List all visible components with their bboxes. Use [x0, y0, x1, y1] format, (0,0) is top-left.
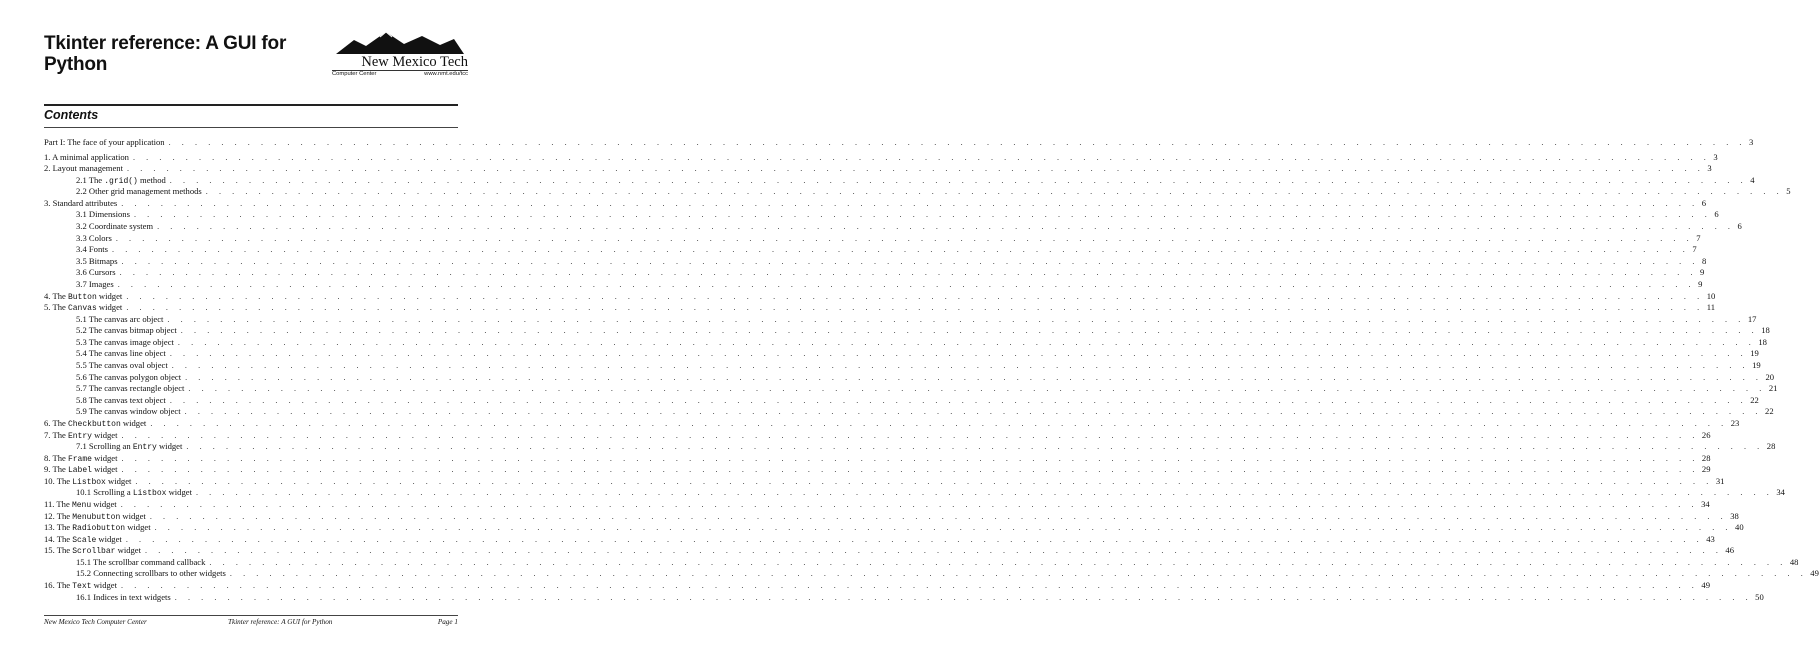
toc-text: 5. The: [44, 302, 68, 313]
toc-leader-dots: . . . . . . . . . . . . . . . . . . . . . . . . . . . . . . . . . . . . . . . . . . . . . . . . . . . . . . . . . . . . . . . . . . . . . . . . . . . . . . . . . . . . . . . . . . . . . . . . . . . . . . . . . . . . . . . . . . . . . . . .: [112, 245, 1690, 255]
toc-page-number: 3: [1707, 163, 1712, 174]
toc-page-number: 34: [1776, 487, 1785, 498]
contents-heading: Contents: [44, 108, 99, 122]
toc-entry[interactable]: [44, 579, 1710, 592]
toc-code-text: Entry: [132, 443, 157, 453]
toc-page-number: 4: [1750, 174, 1755, 185]
toc-entry[interactable]: [44, 417, 1740, 429]
toc-text: 5.4 The canvas line object: [76, 348, 166, 359]
toc-page-number: 28: [1766, 441, 1776, 452]
mountain-icon: [336, 32, 464, 54]
toc-entry-label: [44, 243, 108, 255]
toc-subentry[interactable]: [44, 556, 1799, 568]
toc-text: 15.2 Connecting scrollbars to other widgets: [76, 568, 226, 579]
toc-entry[interactable]: [44, 136, 1754, 148]
toc-entry-label: [44, 266, 116, 278]
toc-entry[interactable]: [44, 429, 1711, 441]
toc-text: 3.1 Dimensions: [76, 209, 130, 220]
toc-text: 10. The: [44, 475, 73, 486]
toc-subentry[interactable]: [44, 394, 1759, 406]
toc-code-text: Menubutton: [72, 512, 121, 522]
toc-page-number: 29: [1701, 464, 1711, 475]
toc-leader-dots: . . . . . . . . . . . . . . . . . . . . . . . . . . . . . . . . . . . . . . . . . . . . . . . . . . . . . . . . . . . . . . . . . . . . . . . . . . . . . . . . . . . . . . . . . . . . . . . . . . . . . . . . . . . . . . . . . . . . . . . .: [154, 523, 1733, 533]
toc-leader-dots: . . . . . . . . . . . . . . . . . . . . . . . . . . . . . . . . . . . . . . . . . . . . . . . . . . . . . . . . . . . . . . . . . . . . . . . . . . . . . . . . . . . . . . . . . . . . . . . . . . . . . . . . . . . . . . . . . . . . . . . .: [149, 511, 1728, 521]
toc-text: 8. The: [44, 452, 68, 463]
toc-page-number: 40: [1735, 522, 1744, 533]
toc-entry-label: [44, 556, 205, 568]
toc-leader-dots: . . . . . . . . . . . . . . . . . . . . . . . . . . . . . . . . . . . . . . . . . . . . . . . . . . . . . . . . . . . . . . . . . . . . . . . . . . . . . . . . . . . . . . . . . . . . . . . . . . . . . . . . . . . . . . . . . . . . . . . .: [120, 499, 1699, 509]
toc-leader-dots: . . . . . . . . . . . . . . . . . . . . . . . . . . . . . . . . . . . . . . . . . . . . . . . . . . . . . . . . . . . . . . . . . . . . . . . . . . . . . . . . . . . . . . . . . . . . . . . . . . . . . . . . . . . . . . . . . . . . . . . .: [168, 138, 1746, 147]
toc-leader-dots: . . . . . . . . . . . . . . . . . . . . . . . . . . . . . . . . . . . . . . . . . . . . . . . . . . . . . . . . . . . . . . . . . . . . . . . . . . . . . . . . . . . . . . . . . . . . . . . . . . . . . . . . . . . . . . . . . . . . . . . .: [169, 349, 1748, 359]
toc-leader-dots: . . . . . . . . . . . . . . . . . . . . . . . . . . . . . . . . . . . . . . . . . . . . . . . . . . . . . . . . . . . . . . . . . . . . . . . . . . . . . . . . . . . . . . . . . . . . . . . . . . . . . . . . . . . . . . . . . . . . . . . .: [174, 592, 1753, 602]
toc-text: 12. The: [44, 510, 73, 521]
toc-subentry[interactable]: [44, 440, 1776, 453]
toc-entry-label: [44, 151, 129, 163]
toc-entry-label: [44, 220, 153, 232]
toc-subentry[interactable]: [44, 208, 1719, 220]
toc-subentry[interactable]: [44, 266, 1705, 278]
toc-page-number: 6: [1714, 209, 1719, 220]
toc-page-number: 17: [1747, 313, 1757, 324]
toc-entry[interactable]: [44, 301, 1715, 314]
toc-entry[interactable]: [44, 533, 1715, 545]
toc-code-text: Listbox: [132, 489, 167, 499]
toc-page-number: 7: [1692, 244, 1697, 255]
toc-leader-dots: . . . . . . . . . . . . . . . . . . . . . . . . . . . . . . . . . . . . . . . . . . . . . . . . . . . . . . . . . . . . . . . . . . . . . . . . . . . . . . . . . . . . . . . . . . . . . . . . . . . . . . . . . . . . . . . . . . . . . . . .: [121, 453, 1699, 463]
toc-leader-dots: . . . . . . . . . . . . . . . . . . . . . . . . . . . . . . . . . . . . . . . . . . . . . . . . . . . . . . . . . . . . . . . . . . . . . . . . . . . . . . . . . . . . . . . . . . . . . . . . . . . . . . . . . . . . . . . . . . . . . . . .: [135, 476, 1713, 486]
footer-center: Tkinter reference: A GUI for Python: [228, 618, 333, 626]
toc-leader-dots: . . . . . . . . . . . . . . . . . . . . . . . . . . . . . . . . . . . . . . . . . . . . . . . . . . . . . . . . . . . . . . . . . . . . . . . . . . . . . . . . . . . . . . . . . . . . . . . . . . . . . . . . . . . . . . . . . . . . . . . .: [121, 198, 1699, 208]
toc-subentry[interactable]: [44, 347, 1759, 359]
toc-code-text: Radiobutton: [72, 524, 126, 534]
toc-leader-dots: . . . . . . . . . . . . . . . . . . . . . . . . . . . . . . . . . . . . . . . . . . . . . . . . . . . . . . . . . . . . . . . . . . . . . . . . . . . . . . . . . . . . . . . . . . . . . . . . . . . . . . . . . . . . . . . . . . . . . . . .: [150, 418, 1728, 428]
toc-leader-dots: . . . . . . . . . . . . . . . . . . . . . . . . . . . . . . . . . . . . . . . . . . . . . . . . . . . . . . . . . . . . . . . . . . . . . . . . . . . . . . . . . . . . . . . . . . . . . . . . . . . . . . . . . . . . . . . . . . . . . . . .: [171, 361, 1750, 371]
toc-text: widget: [91, 580, 117, 591]
toc-entry-label: [44, 405, 181, 417]
toc-page-number: 8: [1701, 255, 1707, 266]
toc-leader-dots: . . . . . . . . . . . . . . . . . . . . . . . . . . . . . . . . . . . . . . . . . . . . . . . . . . . . . . . . . . . . . . . . . . . . . . . . . . . . . . . . . . . . . . . . . . . . . . . . . . . . . . . . . . . . . . . . . . . . . . . .: [184, 407, 1763, 417]
toc-leader-dots: . . . . . . . . . . . . . . . . . . . . . . . . . . . . . . . . . . . . . . . . . . . . . . . . . . . . . . . . . . . . . . . . . . . . . . . . . . . . . . . . . . . . . . . . . . . . . . . . . . . . . . . . . . . . . . . . . . . . . . . .: [121, 465, 1699, 475]
toc-subentry[interactable]: [44, 486, 1785, 499]
toc-leader-dots: . . . . . . . . . . . . . . . . . . . . . . . . . . . . . . . . . . . . . . . . . . . . . . . . . . . . . . . . . . . . . . . . . . . . . . . . . . . . . . . . . . . . . . . . . . . . . . . . . . . . . . . . . . . . . . . . . . . . . . . .: [167, 314, 1745, 324]
toc-page-number: 19: [1750, 348, 1759, 359]
document-title: [44, 33, 304, 75]
toc-leader-dots: . . . . . . . . . . . . . . . . . . . . . . . . . . . . . . . . . . . . . . . . . . . . . . . . . . . . . . . . . . . . . . . . . . . . . . . . . . . . . . . . . . . . . . . . . . . . . . . . . . . . . . . . . . . . . . . . . . . . . . . .: [121, 581, 1699, 591]
toc-subentry[interactable]: [44, 255, 1707, 267]
footer-left: New Mexico Tech Computer Center: [44, 618, 147, 626]
title-line-2: Python: [44, 54, 108, 75]
toc-text: widget: [96, 302, 123, 313]
toc-entry-label: [44, 324, 177, 336]
toc-code-text: Checkbutton: [67, 419, 121, 429]
toc-text: 5.9 The canvas window object: [76, 406, 181, 417]
toc-entry-label: [44, 162, 123, 174]
toc-entry[interactable]: [44, 475, 1725, 487]
footer-rule: [44, 615, 458, 616]
toc-entry[interactable]: [44, 521, 1744, 534]
toc-subentry[interactable]: [44, 371, 1775, 383]
toc-entry[interactable]: [44, 452, 1711, 464]
toc-subentry[interactable]: [44, 567, 1819, 579]
toc-page-number: 20: [1765, 371, 1775, 382]
toc-entry-label: [44, 371, 181, 383]
toc-page-number: 5: [1786, 186, 1791, 197]
toc-page-number: 43: [1706, 533, 1715, 544]
toc-page-number: 9: [1698, 278, 1703, 289]
toc-leader-dots: . . . . . . . . . . . . . . . . . . . . . . . . . . . . . . . . . . . . . . . . . . . . . . . . . . . . . . . . . . . . . . . . . . . . . . . . . . . . . . . . . . . . . . . . . . . . . . . . . . . . . . . . . . . . . . . . . . . . . . . .: [185, 372, 1763, 382]
toc-page-number: 7: [1696, 232, 1701, 243]
contents-rule: [44, 127, 458, 128]
toc-text: 4. The: [44, 290, 68, 301]
toc-text: 3.6 Cursors: [76, 267, 116, 278]
toc-page-number: 23: [1730, 417, 1740, 428]
toc-text: 5.7 The canvas rectangle object: [76, 383, 185, 394]
toc-text: 16.1 Indices in text widgets: [76, 591, 171, 602]
toc-text: 2.2 Other grid management methods: [76, 186, 202, 197]
toc-entry[interactable]: [44, 290, 1716, 302]
toc-code-text: Label: [67, 466, 92, 476]
toc-text: widget: [91, 464, 118, 475]
toc-leader-dots: . . . . . . . . . . . . . . . . . . . . . . . . . . . . . . . . . . . . . . . . . . . . . . . . . . . . . . . . . . . . . . . . . . . . . . . . . . . . . . . . . . . . . . . . . . . . . . . . . . . . . . . . . . . . . . . . . . . . . . . .: [209, 557, 1787, 567]
toc-page-number: 49: [1701, 580, 1710, 591]
toc-page-number: 22: [1765, 406, 1774, 417]
toc-text: widget: [91, 452, 118, 463]
header-rule: [44, 104, 458, 106]
toc-code-text: .grid(): [104, 176, 138, 186]
toc-text: 5.8 The canvas text object: [76, 394, 166, 405]
toc-text: 3.7 Images: [76, 278, 114, 289]
toc-leader-dots: . . . . . . . . . . . . . . . . . . . . . . . . . . . . . . . . . . . . . . . . . . . . . . . . . . . . . . . . . . . . . . . . . . . . . . . . . . . . . . . . . . . . . . . . . . . . . . . . . . . . . . . . . . . . . . . . . . . . . . . .: [177, 337, 1756, 347]
toc-entry-label: [44, 382, 184, 394]
toc-entry[interactable]: [44, 463, 1711, 476]
toc-leader-dots: . . . . . . . . . . . . . . . . . . . . . . . . . . . . . . . . . . . . . . . . . . . . . . . . . . . . . . . . . . . . . . . . . . . . . . . . . . . . . . . . . . . . . . . . . . . . . . . . . . . . . . . . . . . . . . . . . . . . . . . .: [127, 164, 1705, 174]
toc-leader-dots: . . . . . . . . . . . . . . . . . . . . . . . . . . . . . . . . . . . . . . . . . . . . . . . . . . . . . . . . . . . . . . . . . . . . . . . . . . . . . . . . . . . . . . . . . . . . . . . . . . . . . . . . . . . . . . . . . . . . . . . .: [229, 569, 1808, 579]
toc-entry[interactable]: [44, 544, 1735, 557]
toc-code-text: Text: [72, 582, 92, 592]
toc-text: widget: [115, 545, 142, 556]
toc-leader-dots: . . . . . . . . . . . . . . . . . . . . . . . . . . . . . . . . . . . . . . . . . . . . . . . . . . . . . . . . . . . . . . . . . . . . . . . . . . . . . . . . . . . . . . . . . . . . . . . . . . . . . . . . . . . . . . . . . . . . . . . .: [125, 534, 1704, 544]
toc-leader-dots: . . . . . . . . . . . . . . . . . . . . . . . . . . . . . . . . . . . . . . . . . . . . . . . . . . . . . . . . . . . . . . . . . . . . . . . . . . . . . . . . . . . . . . . . . . . . . . . . . . . . . . . . . . . . . . . . . . . . . . . .: [186, 442, 1764, 452]
toc-page-number: 3: [1713, 151, 1718, 162]
toc-text: 15. The: [44, 545, 73, 556]
toc-subentry[interactable]: [44, 324, 1770, 336]
toc-entry-label: [44, 197, 117, 209]
toc-subentry[interactable]: [44, 382, 1778, 394]
toc-page-number: 28: [1701, 452, 1711, 463]
toc-page-number: 38: [1730, 510, 1739, 521]
toc-subentry[interactable]: [44, 243, 1697, 255]
toc-entry[interactable]: [44, 510, 1739, 522]
toc-page-number: 10: [1706, 290, 1716, 301]
toc-leader-dots: . . . . . . . . . . . . . . . . . . . . . . . . . . . . . . . . . . . . . . . . . . . . . . . . . . . . . . . . . . . . . . . . . . . . . . . . . . . . . . . . . . . . . . . . . . . . . . . . . . . . . . . . . . . . . . . . . . . . . . . .: [121, 256, 1699, 266]
title-line-1: Tkinter reference: A GUI for: [44, 33, 287, 54]
toc-leader-dots: . . . . . . . . . . . . . . . . . . . . . . . . . . . . . . . . . . . . . . . . . . . . . . . . . . . . . . . . . . . . . . . . . . . . . . . . . . . . . . . . . . . . . . . . . . . . . . . . . . . . . . . . . . . . . . . . . . . . . . . .: [169, 395, 1748, 405]
toc-page-number: 49: [1810, 568, 1819, 579]
toc-page-number: 11: [1706, 302, 1715, 313]
toc-leader-dots: . . . . . . . . . . . . . . . . . . . . . . . . . . . . . . . . . . . . . . . . . . . . . . . . . . . . . . . . . . . . . . . . . . . . . . . . . . . . . . . . . . . . . . . . . . . . . . . . . . . . . . . . . . . . . . . . . . . . . . . .: [132, 152, 1711, 162]
toc-text: widget: [96, 533, 122, 544]
toc-subentry[interactable]: [44, 278, 1703, 290]
toc-leader-dots: . . . . . . . . . . . . . . . . . . . . . . . . . . . . . . . . . . . . . . . . . . . . . . . . . . . . . . . . . . . . . . . . . . . . . . . . . . . . . . . . . . . . . . . . . . . . . . . . . . . . . . . . . . . . . . . . . . . . . . . .: [169, 175, 1748, 185]
toc-text: 3.2 Coordinate system: [76, 221, 154, 232]
toc-subentry[interactable]: [44, 185, 1791, 197]
toc-leader-dots: . . . . . . . . . . . . . . . . . . . . . . . . . . . . . . . . . . . . . . . . . . . . . . . . . . . . . . . . . . . . . . . . . . . . . . . . . . . . . . . . . . . . . . . . . . . . . . . . . . . . . . . . . . . . . . . . . . . . . . . .: [126, 291, 1704, 301]
toc-text: widget: [105, 475, 132, 486]
toc-text: widget: [156, 441, 183, 452]
toc-text: 5.2 The canvas bitmap object: [76, 325, 177, 336]
toc-code-text: Button: [67, 292, 97, 302]
toc-code-text: Scale: [72, 535, 97, 545]
toc-page-number: 9: [1700, 267, 1705, 278]
toc-leader-dots: . . . . . . . . . . . . . . . . . . . . . . . . . . . . . . . . . . . . . . . . . . . . . . . . . . . . . . . . . . . . . . . . . . . . . . . . . . . . . . . . . . . . . . . . . . . . . . . . . . . . . . . . . . . . . . . . . . . . . . . .: [157, 222, 1735, 232]
toc-entry-label: [44, 591, 171, 603]
toc-text: method: [137, 174, 166, 185]
toc-entry-label: [44, 255, 118, 267]
toc-entry[interactable]: [44, 498, 1710, 510]
toc-entry-label: [44, 313, 163, 325]
toc-subentry[interactable]: [44, 359, 1761, 371]
toc-text: 3.5 Bitmaps: [76, 255, 118, 266]
toc-entry-label: [44, 359, 168, 371]
toc-text: widget: [96, 290, 123, 301]
toc-code-text: Frame: [67, 454, 92, 464]
toc-page-number: 50: [1755, 591, 1764, 602]
toc-code-text: Entry: [67, 431, 92, 441]
toc-code-text: Canvas: [67, 304, 97, 314]
toc-text: 5.3 The canvas image object: [76, 336, 174, 347]
toc-entry-label: [44, 278, 114, 290]
toc-entry[interactable]: [44, 162, 1712, 174]
toc-leader-dots: . . . . . . . . . . . . . . . . . . . . . . . . . . . . . . . . . . . . . . . . . . . . . . . . . . . . . . . . . . . . . . . . . . . . . . . . . . . . . . . . . . . . . . . . . . . . . . . . . . . . . . . . . . . . . . . . . . . . . . . .: [188, 384, 1766, 394]
toc-text: 2. Layout management: [44, 163, 123, 174]
toc-text: 11. The: [44, 498, 72, 509]
toc-text: widget: [120, 510, 146, 521]
footer-right: Page 1: [437, 618, 458, 626]
toc-leader-dots: . . . . . . . . . . . . . . . . . . . . . . . . . . . . . . . . . . . . . . . . . . . . . . . . . . . . . . . . . . . . . . . . . . . . . . . . . . . . . . . . . . . . . . . . . . . . . . . . . . . . . . . . . . . . . . . . . . . . . . . .: [119, 268, 1698, 278]
toc-leader-dots: . . . . . . . . . . . . . . . . . . . . . . . . . . . . . . . . . . . . . . . . . . . . . . . . . . . . . . . . . . . . . . . . . . . . . . . . . . . . . . . . . . . . . . . . . . . . . . . . . . . . . . . . . . . . . . . . . . . . . . . .: [115, 233, 1694, 243]
toc-text: 5.6 The canvas polygon object: [76, 371, 182, 382]
nmt-logo: [328, 32, 468, 80]
toc-leader-dots: . . . . . . . . . . . . . . . . . . . . . . . . . . . . . . . . . . . . . . . . . . . . . . . . . . . . . . . . . . . . . . . . . . . . . . . . . . . . . . . . . . . . . . . . . . . . . . . . . . . . . . . . . . . . . . . . . . . . . . . .: [205, 187, 1784, 197]
toc-leader-dots: . . . . . . . . . . . . . . . . . . . . . . . . . . . . . . . . . . . . . . . . . . . . . . . . . . . . . . . . . . . . . . . . . . . . . . . . . . . . . . . . . . . . . . . . . . . . . . . . . . . . . . . . . . . . . . . . . . . . . . . .: [195, 488, 1774, 498]
toc-entry-label: [44, 394, 166, 406]
toc-page-number: 22: [1750, 394, 1759, 405]
toc-text: widget: [120, 417, 147, 428]
logo-sub-right: www.nmt.edu/tcc: [424, 71, 468, 77]
toc-subentry[interactable]: [44, 174, 1755, 186]
toc-text: 9. The: [44, 464, 68, 475]
toc-text: 14. The: [44, 533, 73, 544]
toc-leader-dots: . . . . . . . . . . . . . . . . . . . . . . . . . . . . . . . . . . . . . . . . . . . . . . . . . . . . . . . . . . . . . . . . . . . . . . . . . . . . . . . . . . . . . . . . . . . . . . . . . . . . . . . . . . . . . . . . . . . . . . . .: [133, 210, 1712, 220]
toc-leader-dots: . . . . . . . . . . . . . . . . . . . . . . . . . . . . . . . . . . . . . . . . . . . . . . . . . . . . . . . . . . . . . . . . . . . . . . . . . . . . . . . . . . . . . . . . . . . . . . . . . . . . . . . . . . . . . . . . . . . . . . . .: [121, 430, 1699, 440]
toc-text: 3. Standard attributes: [44, 197, 118, 208]
toc-entry-label: [44, 232, 112, 244]
toc-leader-dots: . . . . . . . . . . . . . . . . . . . . . . . . . . . . . . . . . . . . . . . . . . . . . . . . . . . . . . . . . . . . . . . . . . . . . . . . . . . . . . . . . . . . . . . . . . . . . . . . . . . . . . . . . . . . . . . . . . . . . . . .: [126, 303, 1704, 313]
toc-text: widget: [125, 522, 151, 533]
toc-text: 7. The: [44, 429, 68, 440]
toc-entry-label: [44, 567, 226, 579]
toc-text: 3.4 Fonts: [76, 244, 108, 255]
logo-subline: [332, 71, 468, 77]
toc-page-number: 26: [1701, 429, 1711, 440]
toc-text: 10.1 Scrolling a: [76, 487, 133, 498]
toc-text: 5.1 The canvas arc object: [76, 313, 164, 324]
toc-text: widget: [91, 429, 118, 440]
toc-text: 13. The: [44, 522, 73, 533]
toc-text: 15.1 The scrollbar command callback: [76, 556, 206, 567]
toc-entry-label: [44, 136, 165, 148]
toc-leader-dots: . . . . . . . . . . . . . . . . . . . . . . . . . . . . . . . . . . . . . . . . . . . . . . . . . . . . . . . . . . . . . . . . . . . . . . . . . . . . . . . . . . . . . . . . . . . . . . . . . . . . . . . . . . . . . . . . . . . . . . . .: [145, 546, 1723, 556]
toc-page-number: 21: [1768, 383, 1778, 394]
toc-entry-label: [44, 208, 130, 220]
toc-page-number: 6: [1737, 221, 1742, 232]
toc-code-text: Menu: [71, 500, 92, 510]
toc-text: 2.1 The: [76, 174, 105, 185]
toc-page-number: 31: [1715, 475, 1725, 486]
toc-text: 5.5 The canvas oval object: [76, 360, 168, 371]
toc-page-number: 48: [1789, 556, 1799, 567]
toc-text: 7.1 Scrolling an: [76, 441, 133, 452]
toc-page-number: 34: [1701, 498, 1710, 509]
toc-code-text: Scrollbar: [72, 547, 116, 557]
toc-page-number: 19: [1752, 360, 1761, 371]
toc-subentry[interactable]: [44, 220, 1742, 232]
toc-page-number: 46: [1725, 545, 1735, 556]
logo-name: New Mexico Tech: [361, 54, 468, 70]
toc-subentry[interactable]: [44, 232, 1701, 244]
toc-page-number: 3: [1749, 137, 1754, 147]
toc-text: 3.3 Colors: [76, 232, 112, 243]
toc-subentry[interactable]: [44, 591, 1764, 603]
toc-leader-dots: . . . . . . . . . . . . . . . . . . . . . . . . . . . . . . . . . . . . . . . . . . . . . . . . . . . . . . . . . . . . . . . . . . . . . . . . . . . . . . . . . . . . . . . . . . . . . . . . . . . . . . . . . . . . . . . . . . . . . . . .: [180, 326, 1759, 336]
toc-entry-label: [44, 347, 166, 359]
toc-subentry[interactable]: [44, 313, 1757, 325]
toc-text: 1. A minimal application: [44, 151, 129, 162]
toc-page-number: 18: [1758, 336, 1767, 347]
toc-entry-label: [44, 185, 202, 197]
toc-text: Part I: The face of your application: [44, 137, 165, 147]
toc-entry[interactable]: [44, 197, 1706, 209]
toc-text: 16. The: [44, 580, 73, 591]
toc-page-number: 18: [1761, 325, 1770, 336]
toc-entry-label: [44, 336, 174, 348]
toc-code-text: Listbox: [72, 477, 106, 487]
toc-text: widget: [166, 487, 192, 498]
toc-entry[interactable]: [44, 151, 1718, 163]
logo-sub-left: Computer Center: [332, 71, 377, 77]
toc-text: 6. The: [44, 417, 68, 428]
toc-subentry[interactable]: [44, 336, 1767, 348]
toc-subentry[interactable]: [44, 405, 1774, 417]
toc-page-number: 6: [1701, 197, 1706, 208]
toc-text: widget: [91, 498, 117, 509]
toc-leader-dots: . . . . . . . . . . . . . . . . . . . . . . . . . . . . . . . . . . . . . . . . . . . . . . . . . . . . . . . . . . . . . . . . . . . . . . . . . . . . . . . . . . . . . . . . . . . . . . . . . . . . . . . . . . . . . . . . . . . . . . . .: [117, 279, 1696, 289]
